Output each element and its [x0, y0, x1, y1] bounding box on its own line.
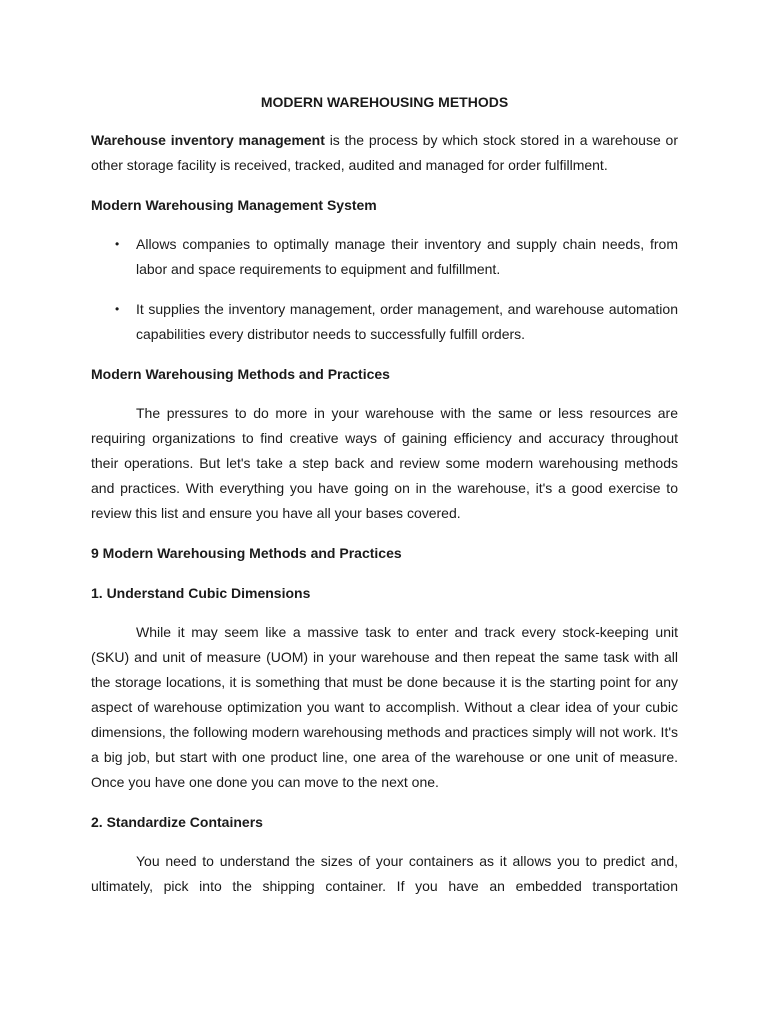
bullet-text: It supplies the inventory management, order management, and warehouse automation capabilities every distributor needs to successfully fulfill orders.	[136, 301, 678, 342]
intro-bold-term: Warehouse inventory management	[91, 132, 325, 148]
document-page	[91, 90, 678, 899]
intro-paragraph	[91, 128, 678, 178]
document-title: MODERN WAREHOUSING METHODS	[260, 94, 509, 110]
standardize-containers-paragraph: You need to understand the sizes of your containers as it allows you to predict and, ultimately, pick into the shipping container. If you have an embedded transportation	[91, 853, 678, 894]
section-heading-methods-practices: Modern Warehousing Methods and Practices	[91, 366, 390, 382]
item-heading-cubic-dimensions: 1. Understand Cubic Dimensions	[91, 585, 311, 601]
bullet-icon: •	[115, 302, 120, 316]
section-heading-nine-methods: 9 Modern Warehousing Methods and Practices	[91, 545, 402, 561]
bullet-text: Allows companies to optimally manage their inventory and supply chain needs, from labor and space requirements to equipment and fulfillment.	[136, 236, 678, 277]
methods-practices-paragraph: The pressures to do more in your warehouse with the same or less resources are requiring organizations to find creative ways of gaining efficiency and accuracy throughout their operations. But let's take a step back and review some modern warehousing methods and practices. With everything you have going on in the warehouse, it's a good exercise to review this list and ensure you have all your bases covered.	[91, 405, 678, 521]
bullet-icon: •	[115, 237, 120, 251]
section-heading-management-system: Modern Warehousing Management System	[91, 197, 377, 213]
bullet-item	[91, 232, 678, 282]
item-heading-standardize-containers: 2. Standardize Containers	[91, 814, 263, 830]
bullet-item	[91, 297, 678, 347]
cubic-dimensions-paragraph: While it may seem like a massive task to enter and track every stock-keeping unit (SKU) and unit of measure (UOM) in your warehouse and then repeat the same task with all the storage locations, it is something that must be done because it is the starting point for any aspect of warehouse optimization you want to accomplish. Without a clear idea of your cubic dimensions, the following modern warehousing methods and practices simply will not work. It's a big job, but start with one product line, one area of the warehouse or one unit of measure. Once you have one done you can move to the next one.	[91, 624, 678, 790]
intro-text: is the process by which stock stored in a warehouse or other storage facility is received, tracked, audited and managed for order fulfillment.	[91, 132, 678, 173]
management-system-bullet-list	[91, 232, 678, 347]
